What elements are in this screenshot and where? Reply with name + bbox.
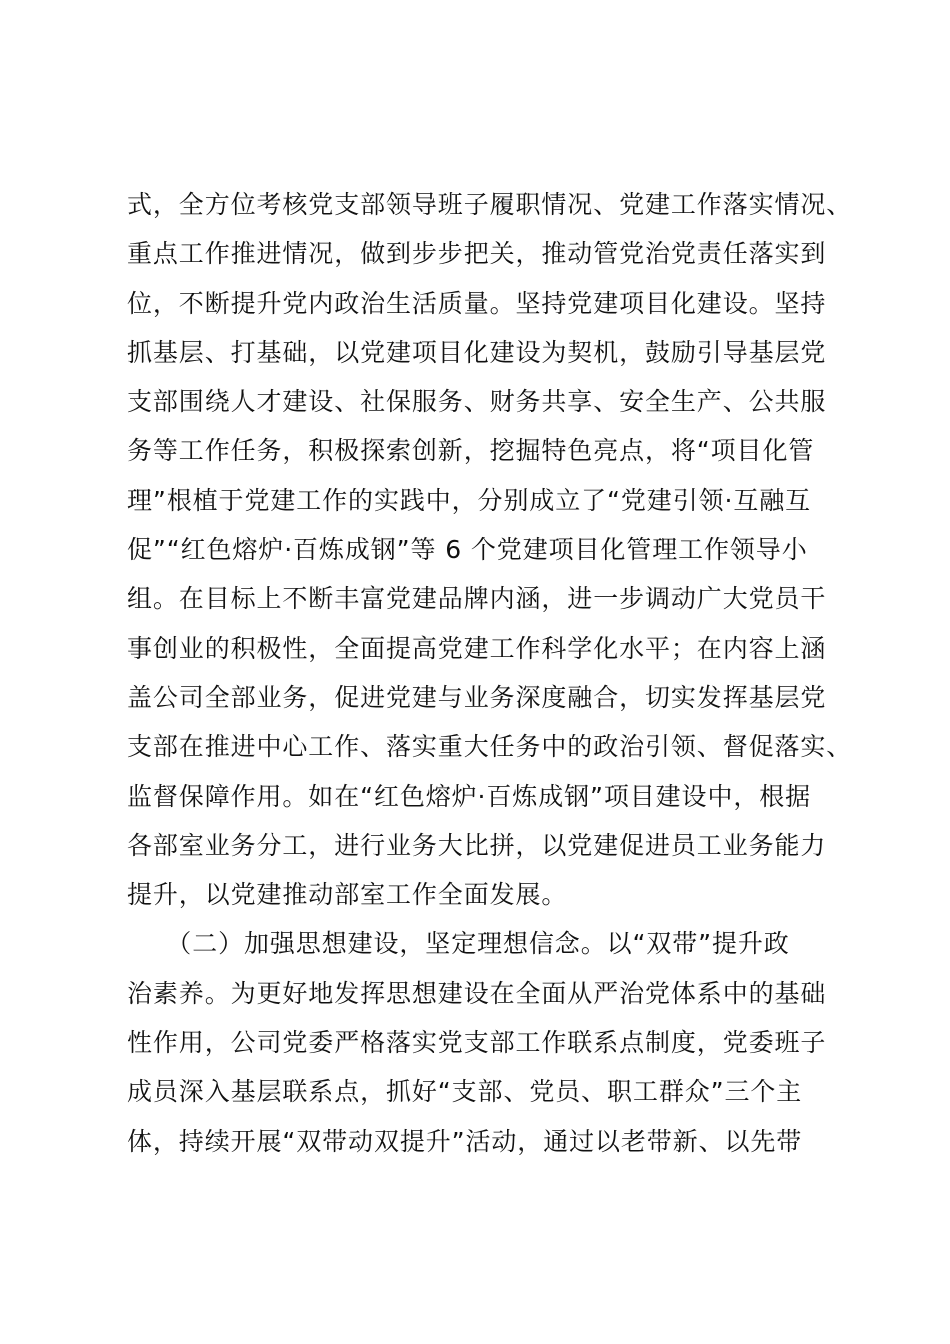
text-line: 盖公司全部业务，促进党建与业务深度融合，切实发挥基层党 xyxy=(127,682,827,712)
text-line: 抓基层、打基础，以党建项目化建设为契机，鼓励引导基层党 xyxy=(127,337,827,367)
text-line: 理”根植于党建工作的实践中，分别成立了“党建引领·互融互 xyxy=(127,485,812,515)
text-line: 事创业的积极性，全面提高党建工作科学化水平；在内容上涵 xyxy=(127,633,827,663)
text-line: 支部围绕人才建设、社保服务、财务共享、安全生产、公共服 xyxy=(127,387,827,417)
text-line: 各部室业务分工，进行业务大比拼，以党建促进员工业务能力 xyxy=(127,830,827,860)
text-line: 监督保障作用。如在“红色熔炉·百炼成钢”项目建设中，根据 xyxy=(127,781,812,811)
text-line: 体，持续开展“双带动双提升”活动，通过以老带新、以先带 xyxy=(127,1126,803,1156)
text-line: 式，全方位考核党支部领导班子履职情况、党建工作落实情况、 xyxy=(127,190,853,219)
text-line: 成员深入基层联系点，抓好“支部、党员、职工群众”三个主 xyxy=(127,1077,803,1107)
text-line: 治素养。为更好地发挥思想建设在全面从严治党体系中的基础 xyxy=(127,978,827,1008)
text-line: 位，不断提升党内政治生活质量。坚持党建项目化建设。坚持 xyxy=(127,288,827,318)
section-heading-line: （二）加强思想建设，坚定理想信念。以“双带”提升政 xyxy=(127,929,790,959)
text-line: 支部在推进中心工作、落实重大任务中的政治引领、督促落实、 xyxy=(127,732,853,762)
text-line: 务等工作任务，积极探索创新，挖掘特色亮点，将“项目化管 xyxy=(127,436,815,466)
body-text xyxy=(127,180,853,1166)
text-line: 提升，以党建推动部室工作全面发展。 xyxy=(127,880,568,910)
text-line: 促”“红色熔炉·百炼成钢”等 6 个党建项目化管理工作领导小 xyxy=(127,535,808,565)
text-line: 性作用，公司党委严格落实党支部工作联系点制度，党委班子 xyxy=(127,1028,827,1058)
text-line: 重点工作推进情况，做到步步把关，推动管党治党责任落实到 xyxy=(127,239,827,269)
text-line: 组。在目标上不断丰富党建品牌内涵，进一步调动广大党员干 xyxy=(127,584,827,614)
